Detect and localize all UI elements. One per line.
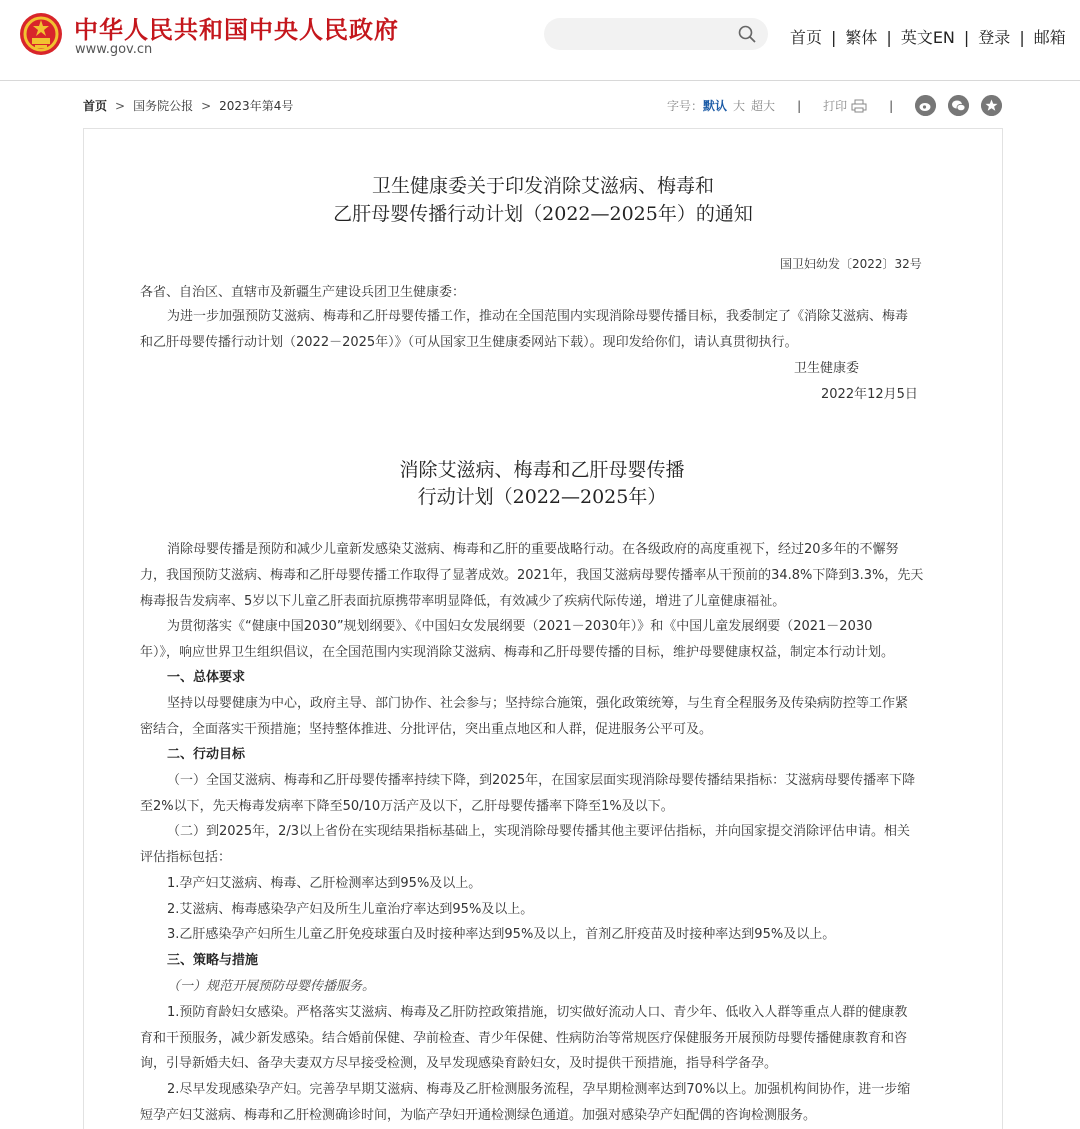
breadcrumb-bulletin[interactable]: 国务院公报	[133, 99, 194, 113]
chevron-right-icon: >	[115, 99, 126, 113]
notice-body-line: 和乙肝母婴传播行动计划（2022－2025年）》（可从国家卫生健康委网站下载）。现印发给你们，请认真贯彻执行。	[140, 335, 798, 350]
nav-english[interactable]: 英文EN	[900, 28, 955, 47]
article-tools	[667, 97, 915, 114]
salutation: 各省、自治区、直辖市及新疆生产建设兵团卫生健康委：	[140, 285, 466, 300]
paragraph-line: 2.尽早发现感染孕产妇。完善孕早期艾滋病、梅毒及乙肝检测服务流程，孕早期检测率达到70%以上。加强机构间协作，进一步缩	[167, 1082, 911, 1097]
weibo-icon[interactable]	[915, 95, 936, 116]
wechat-icon[interactable]	[948, 95, 969, 116]
breadcrumb-issue[interactable]: 2023年第4号	[219, 99, 294, 113]
paragraph-line: 梅毒报告发病率、5岁以下儿童乙肝表面抗原携带率明显降低，有效减少了疾病代际传递，增进了儿童健康福祉。	[140, 594, 786, 609]
paragraph-line: 2.艾滋病、梅毒感染孕产妇及所生儿童治疗率达到95%及以上。	[167, 902, 534, 917]
section-heading: 一、总体要求	[167, 670, 246, 685]
breadcrumb-home[interactable]: 首页	[83, 99, 108, 113]
paragraph-line: 坚持以母婴健康为中心，政府主导、部门协作、社会参与；坚持综合施策，强化政策统筹，与生育全程服务及传染病防控等工作紧	[167, 696, 909, 711]
paragraph-line: 1.孕产妇艾滋病、梅毒、乙肝检测率达到95%及以上。	[167, 876, 482, 891]
paragraph-line: （一）全国艾滋病、梅毒和乙肝母婴传播率持续下降，到2025年，在国家层面实现消除母婴传播结果指标：艾滋病母婴传播率下降	[167, 773, 916, 788]
paragraph-line: 密结合，全面落实干预措施；坚持整体推进、分批评估，突出重点地区和人群，促进服务公平可及。	[140, 722, 713, 737]
top-nav	[790, 25, 1066, 48]
breadcrumb	[83, 97, 293, 114]
paragraph-line: 询，引导新婚夫妇、备孕夫妻双方尽早接受检测，及早发现感染育龄妇女，及时提供干预措施，指导科学备孕。	[140, 1056, 778, 1071]
section-heading: 二、行动目标	[167, 747, 246, 762]
subsection-heading: （一）规范开展预防母婴传播服务。	[167, 979, 376, 994]
section-heading: 三、策略与措施	[167, 953, 259, 968]
site-domain: www.gov.cn	[75, 42, 153, 57]
nav-separator: |	[1019, 28, 1025, 47]
paragraph-line: 消除母婴传播是预防和减少儿童新发感染艾滋病、梅毒和乙肝的重要战略行动。在各级政府的高度重视下，经过20多年的不懈努	[167, 542, 899, 557]
nav-separator: |	[831, 28, 837, 47]
site-header	[0, 0, 1080, 81]
notice-date: 2022年12月5日	[821, 387, 918, 402]
paragraph-line: （二）到2025年，2/3以上省份在实现结果指标基础上，实现消除母婴传播其他主要评估指标，并向国家提交消除评估申请。相关	[167, 824, 911, 839]
print-label: 打印	[823, 99, 848, 113]
paragraph-line: 至2%以下，先天梅毒发病率下降至50/10万活产及以下，乙肝母婴传播率下降至1%及以下。	[140, 799, 674, 814]
print-button[interactable]	[823, 99, 867, 113]
nav-mail[interactable]: 邮箱	[1033, 28, 1066, 47]
tools-divider: |	[889, 99, 894, 113]
font-size-xlarge[interactable]: 超大	[751, 99, 776, 113]
plan-title-line-2: 行动计划（2022—2025年）	[417, 486, 667, 508]
site-title[interactable]: 中华人民共和国中央人民政府	[74, 15, 399, 44]
paragraph-line: 3.乙肝感染孕产妇所生儿童乙肝免疫球蛋白及时接种率达到95%及以上，首剂乙肝疫苗及时接种率达到95%及以上。	[167, 927, 836, 942]
tools-divider: |	[797, 99, 802, 113]
nav-traditional[interactable]: 繁体	[845, 28, 878, 47]
plan-title-line-1: 消除艾滋病、梅毒和乙肝母婴传播	[399, 459, 685, 481]
paragraph-line: 育和干预服务，减少新发感染。结合婚前保健、孕前检查、青少年保健、性病防治等常规医疗保健服务开展预防母婴传播健康教育和咨	[140, 1031, 908, 1046]
nav-separator: |	[886, 28, 892, 47]
paragraph-line: 为贯彻落实《“健康中国2030”规划纲要》、《中国妇女发展纲要（2021－2030年）》和《中国儿童发展纲要（2021－2030	[167, 619, 873, 634]
notice-body-line: 为进一步加强预防艾滋病、梅毒和乙肝母婴传播工作，推动在全国范围内实现消除母婴传播目标，我委制定了《消除艾滋病、梅毒	[167, 309, 909, 324]
paragraph-line: 评估指标包括：	[140, 850, 232, 865]
paragraph-line: 短孕产妇艾滋病、梅毒和乙肝检测确诊时间，为临产孕妇开通检测绿色通道。加强对感染孕产妇配偶的咨询检测服务。	[140, 1108, 817, 1123]
nav-login[interactable]: 登录	[978, 28, 1011, 47]
favorite-icon[interactable]	[981, 95, 1002, 116]
font-size-large[interactable]: 大	[733, 99, 746, 113]
font-size-default[interactable]: 默认	[703, 99, 728, 113]
paragraph-line: 1.预防育龄妇女感染。严格落实艾滋病、梅毒及乙肝防控政策措施，切实做好流动人口、青少年、低收入人群等重点人群的健康教	[167, 1005, 908, 1020]
paragraph-line: 年）》，响应世界卫生组织倡议，在全国范围内实现消除艾滋病、梅毒和乙肝母婴传播的目标，维护母婴健康权益，制定本行动计划。	[140, 645, 895, 660]
font-size-label: 字号：	[667, 99, 704, 113]
nav-home[interactable]: 首页	[790, 28, 823, 47]
printer-icon	[851, 99, 867, 113]
paragraph-line: 力，我国预防艾滋病、梅毒和乙肝母婴传播工作取得了显著成效。2021年，我国艾滋病母婴传播率从干预前的34.8%下降到3.3%，先天	[140, 568, 924, 583]
doc-number: 国卫妇幼发〔2022〕32号	[780, 257, 922, 271]
notice-title-line-2: 乙肝母婴传播行动计划（2022—2025年）的通知	[333, 203, 753, 225]
nav-separator: |	[963, 28, 970, 47]
chevron-right-icon: >	[201, 99, 212, 113]
national-emblem-icon[interactable]	[19, 11, 63, 57]
signature: 卫生健康委	[794, 361, 860, 376]
notice-title-line-1: 卫生健康委关于印发消除艾滋病、梅毒和	[371, 175, 714, 197]
search-icon[interactable]	[738, 25, 756, 43]
search-input[interactable]	[544, 18, 768, 50]
